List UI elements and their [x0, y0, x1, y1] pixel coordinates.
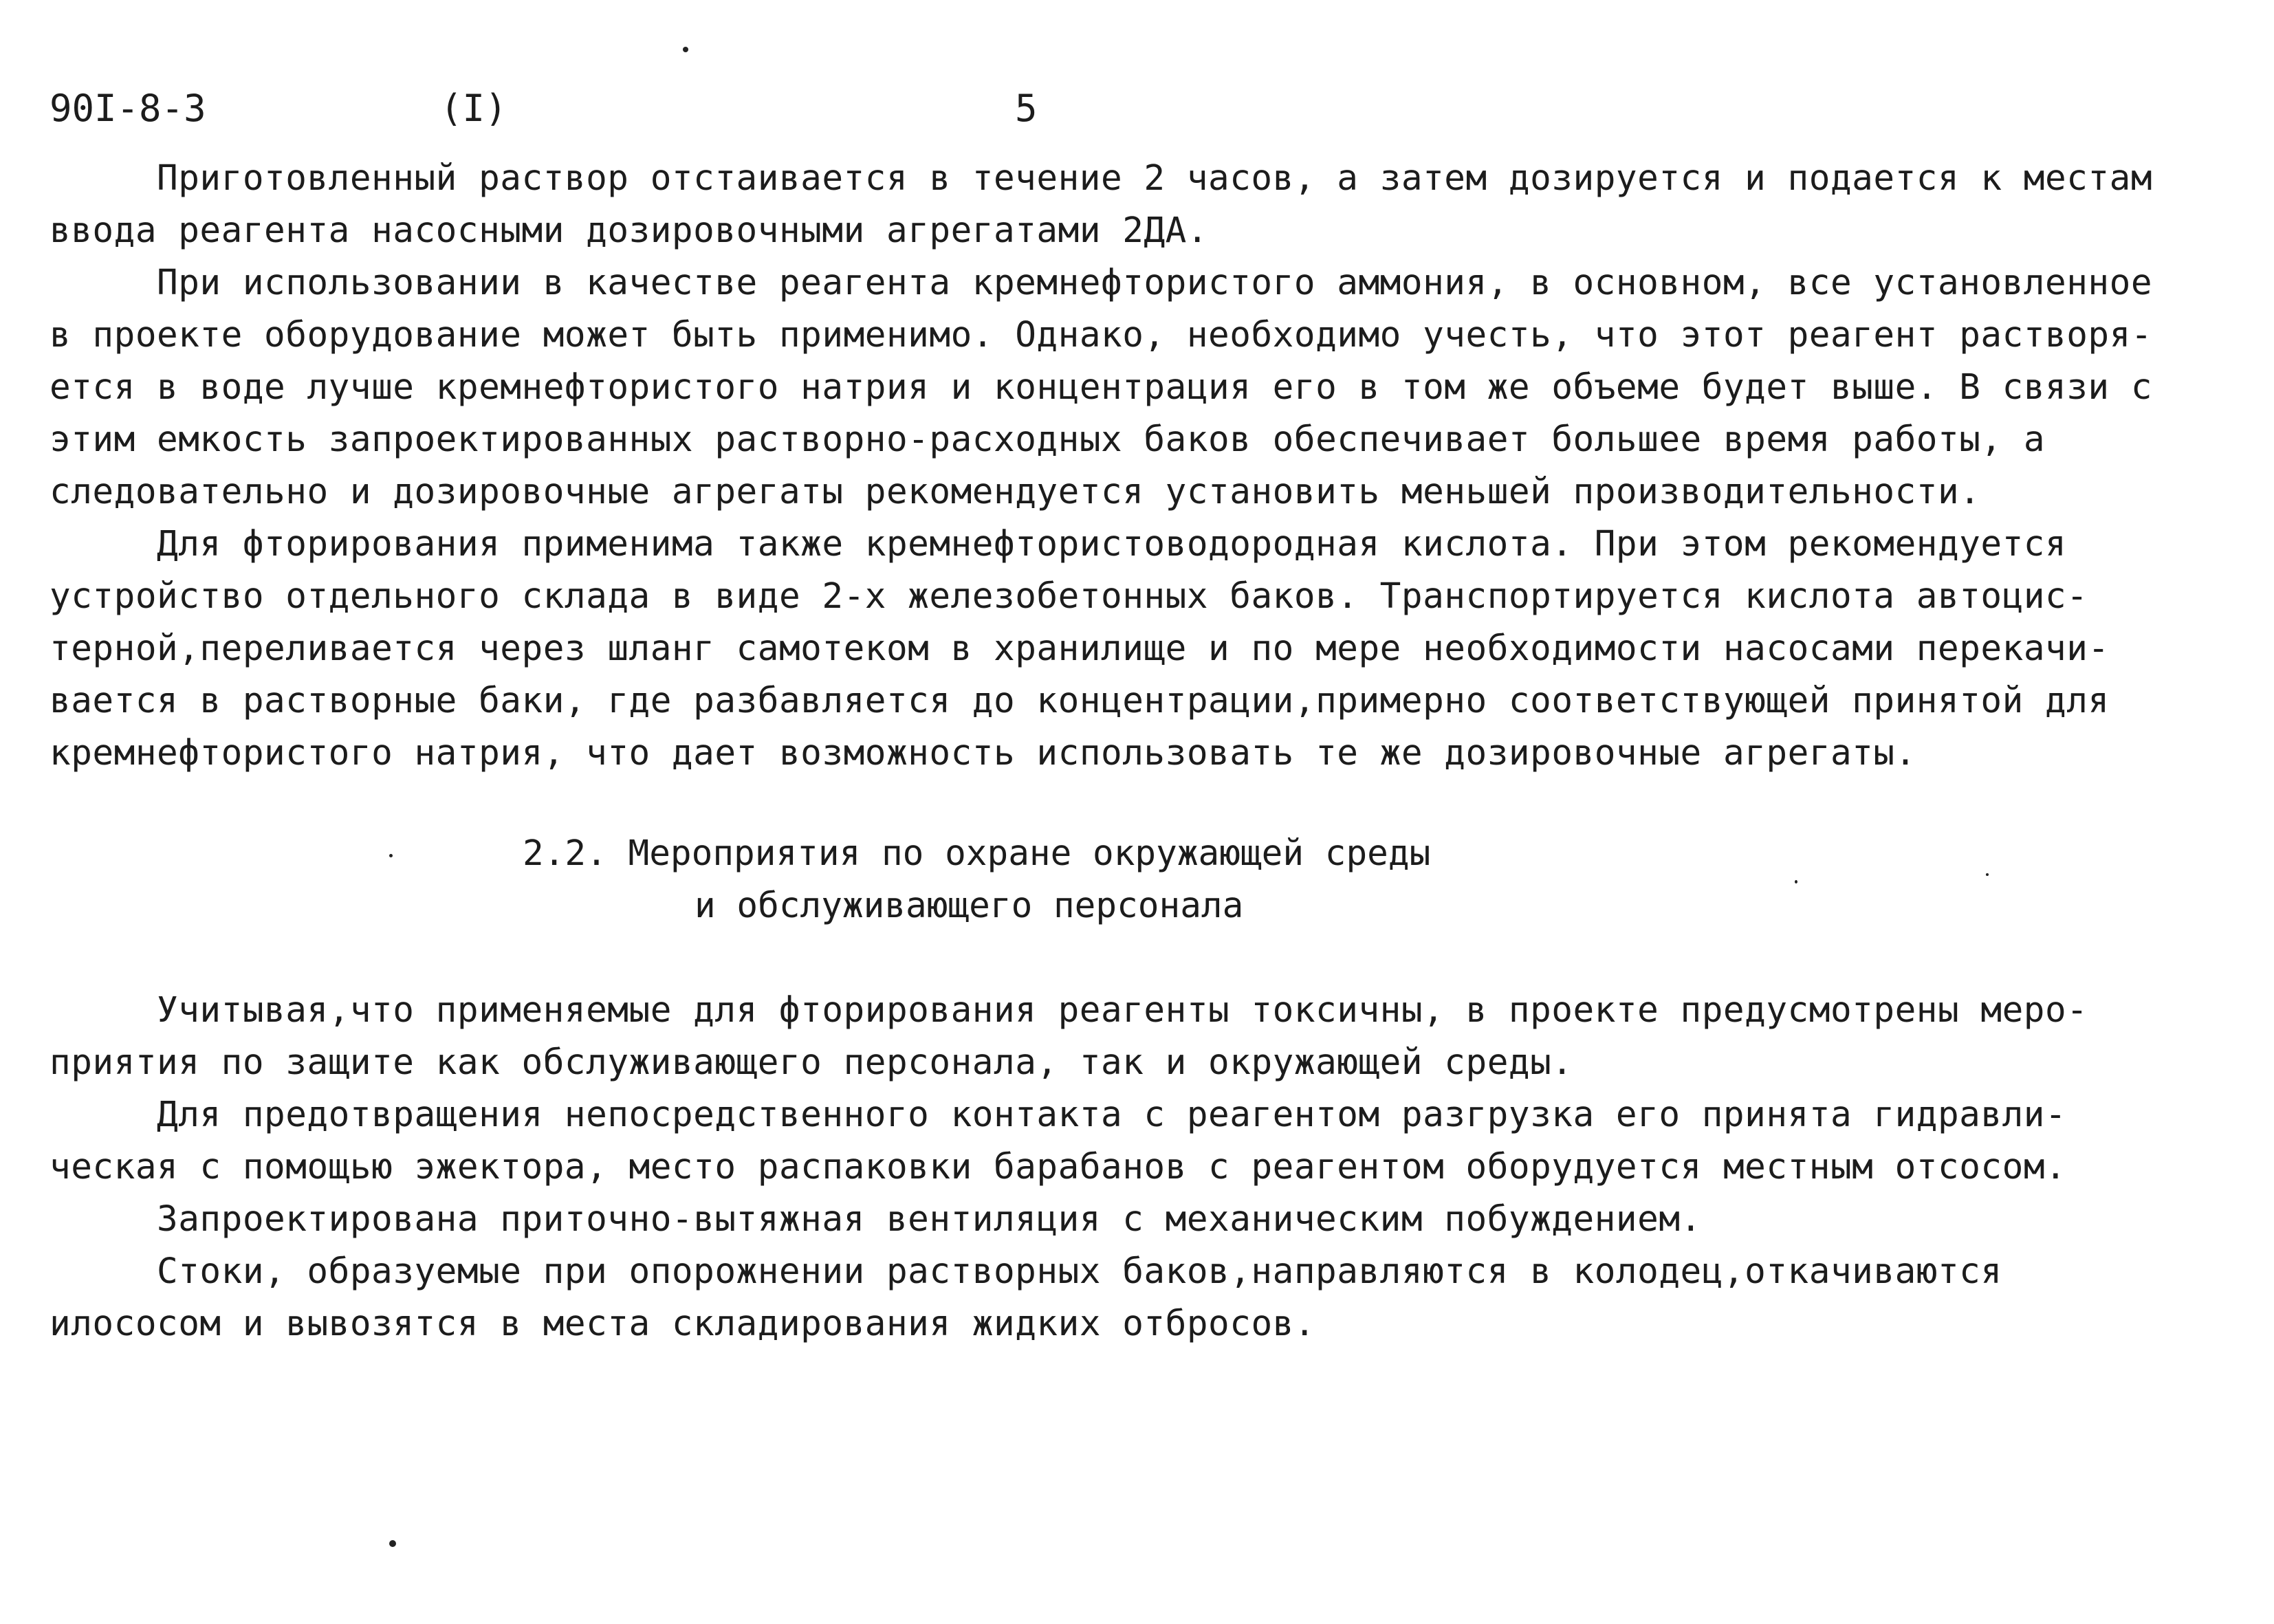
text-line: ческая с помощью эжектора, место распаковки барабанов с реагентом оборудуется местным отсосом. [50, 1147, 2067, 1187]
section-heading-line-2: и обслуживающего персонала [695, 886, 1244, 926]
body-text-bottom [50, 985, 2174, 1350]
text-line: в проекте оборудование может быть применимо. Однако, необходимо учесть, что этот реагент растворя- [50, 315, 2153, 355]
scan-speck [1986, 873, 1989, 876]
text-line: вается в растворные баки, где разбавляется до концентрации,примерно соответствующей принятой для [50, 681, 2110, 721]
text-line: При использовании в качестве реагента кремнефтористого аммония, в основном, все установленное [157, 263, 2153, 303]
text-line: Для фторирования применима также кремнефтористоводородная кислота. При этом рекомендуется [157, 524, 2067, 564]
text-line: Приготовленный раствор отстаивается в течение 2 часов, а затем дозируется и подается к местам [157, 158, 2153, 199]
scan-speck [389, 1540, 396, 1547]
paragraph [50, 518, 2174, 780]
text-line: Запроектирована приточно-вытяжная вентиляция с механическим побуждением. [157, 1199, 1702, 1240]
paragraph [50, 1246, 2174, 1350]
paragraph [50, 153, 2174, 257]
paragraph [50, 1194, 2174, 1246]
text-line: Для предотвращения непосредственного контакта с реагентом разгрузка его принята гидравли- [157, 1095, 2067, 1135]
text-line: терной,переливается через шланг самотеком в хранилище и по мере необходимости насосами перекачи- [50, 628, 2110, 669]
text-line: этим емкость запроектированных растворно-расходных баков обеспечивает большее время работы, а [50, 419, 2046, 460]
scan-speck [683, 47, 688, 52]
scan-speck [389, 854, 393, 857]
text-line: следовательно и дозировочные агрегаты рекомендуется установить меньшей производительности. [50, 472, 1981, 512]
text-line: Учитывая,что применяемые для фторирования реагенты токсичны, в проекте предусмотрены меро- [157, 990, 2088, 1031]
page-header [50, 81, 1150, 136]
paragraph [50, 257, 2174, 518]
text-line: ется в воде лучше кремнефтористого натрия и концентрация его в том же объеме будет выше. В связи с [50, 367, 2153, 408]
text-line: илососом и вывозятся в места складирования жидких отбросов. [50, 1304, 1316, 1344]
text-line: приятия по защите как обслуживающего персонала, так и окружающей среды. [50, 1042, 1573, 1083]
section-heading-line-1: 2.2. Мероприятия по охране окружающей среды [523, 833, 1431, 874]
document-part: (I) [440, 87, 507, 130]
text-line: Стоки, образуемые при опорожнении растворных баков,направляются в колодец,откачиваются [157, 1251, 2002, 1292]
paragraph [50, 1089, 2174, 1194]
text-line: устройство отдельного склада в виде 2-х железобетонных баков. Транспортируется кислота автоцис- [50, 576, 2088, 617]
paragraph [50, 985, 2174, 1089]
body-text-top [50, 153, 2174, 780]
document-number: 90I-8-3 [50, 87, 206, 130]
text-line: ввода реагента насосными дозировочными агрегатами 2ДА. [50, 210, 1209, 251]
text-line: кремнефтористого натрия, что дает возможность использовать те же дозировочные агрегаты. [50, 733, 1916, 773]
scan-speck [1795, 880, 1797, 884]
page-number: 5 [1015, 87, 1038, 130]
